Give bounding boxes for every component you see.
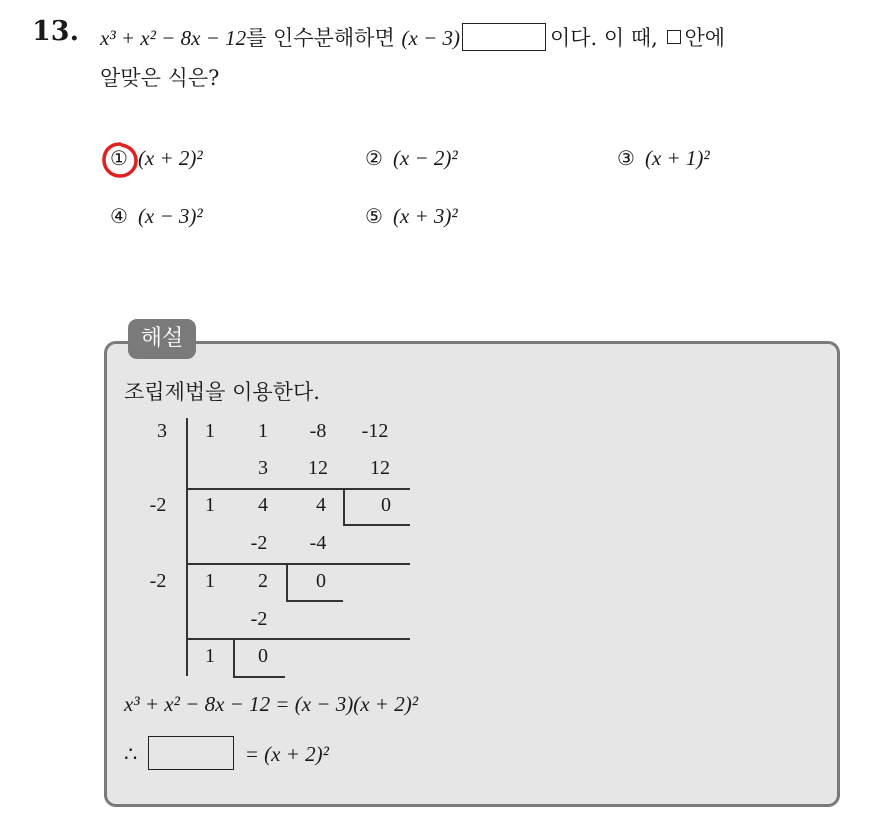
- answer-rhs: = (x + 2)²: [244, 742, 329, 766]
- division-cell: 1: [205, 570, 215, 592]
- choice-1[interactable]: [110, 146, 203, 171]
- remainder-bracket-bottom: [233, 676, 285, 678]
- question-text-mid: 를 인수분해하면: [246, 26, 395, 50]
- division-line-2: [186, 563, 410, 565]
- solution-intro: 조립제법을 이용한다.: [124, 380, 320, 404]
- solution-tag: 해설: [128, 319, 196, 359]
- choice-text: (x + 1)²: [644, 146, 710, 170]
- division-root: 3: [157, 420, 167, 442]
- choice-2[interactable]: [365, 146, 458, 171]
- remainder-bracket-bottom: [343, 524, 410, 526]
- division-remainder: 0: [316, 570, 326, 592]
- choice-5[interactable]: [365, 204, 458, 229]
- solution-answer: [124, 736, 329, 770]
- division-cell: 12: [370, 457, 390, 479]
- division-cell: -12: [361, 420, 389, 442]
- division-cell: 4: [316, 494, 326, 516]
- division-cell: -2: [250, 532, 268, 554]
- division-cell: 1: [205, 645, 215, 667]
- choice-mark: ⑤: [365, 204, 383, 228]
- choice-text: (x − 3)²: [137, 204, 203, 228]
- known-factor: (x − 3): [401, 26, 460, 50]
- solution-result: x³ + x² − 8x − 12 = (x − 3)(x + 2)²: [124, 692, 418, 716]
- division-line-1: [186, 488, 410, 490]
- division-root: -2: [149, 570, 167, 592]
- division-cell: 1: [258, 420, 268, 442]
- question-number: 13.: [32, 16, 79, 47]
- division-cell: 3: [258, 457, 268, 479]
- polynomial: x³ + x² − 8x − 12: [100, 26, 247, 50]
- choice-text: (x + 3)²: [392, 204, 458, 228]
- choice-mark: ③: [617, 146, 635, 170]
- question-line-1: [100, 22, 725, 52]
- answer-blank-box: [148, 736, 234, 770]
- choice-mark: ②: [365, 146, 383, 170]
- division-cell: 1: [205, 420, 215, 442]
- division-remainder: 0: [381, 494, 391, 516]
- choice-text: (x + 2)²: [137, 146, 203, 170]
- remainder-bracket-bottom: [286, 600, 343, 602]
- division-cell: 1: [205, 494, 215, 516]
- division-remainder: 0: [258, 645, 268, 667]
- division-root: -2: [149, 494, 167, 516]
- question-line-2: 알맞은 식은?: [100, 66, 220, 90]
- choice-3[interactable]: [617, 146, 710, 171]
- answer-blank: [462, 23, 546, 51]
- choice-4[interactable]: [110, 204, 203, 229]
- division-line-3: [186, 638, 410, 640]
- question-text-end: 이다. 이 때,: [549, 26, 658, 50]
- therefore-icon: ∴: [124, 742, 138, 766]
- division-cell: -8: [309, 420, 327, 442]
- division-cell: -2: [250, 608, 268, 630]
- division-cell: 12: [308, 457, 328, 479]
- choice-mark: ①: [110, 146, 128, 170]
- division-cell: 4: [258, 494, 268, 516]
- division-cell: 2: [258, 570, 268, 592]
- division-cell: -4: [309, 532, 327, 554]
- blank-square-icon: [667, 30, 681, 44]
- choice-text: (x − 2)²: [392, 146, 458, 170]
- choice-mark: ④: [110, 204, 128, 228]
- question-text-end2: 안에: [684, 26, 726, 50]
